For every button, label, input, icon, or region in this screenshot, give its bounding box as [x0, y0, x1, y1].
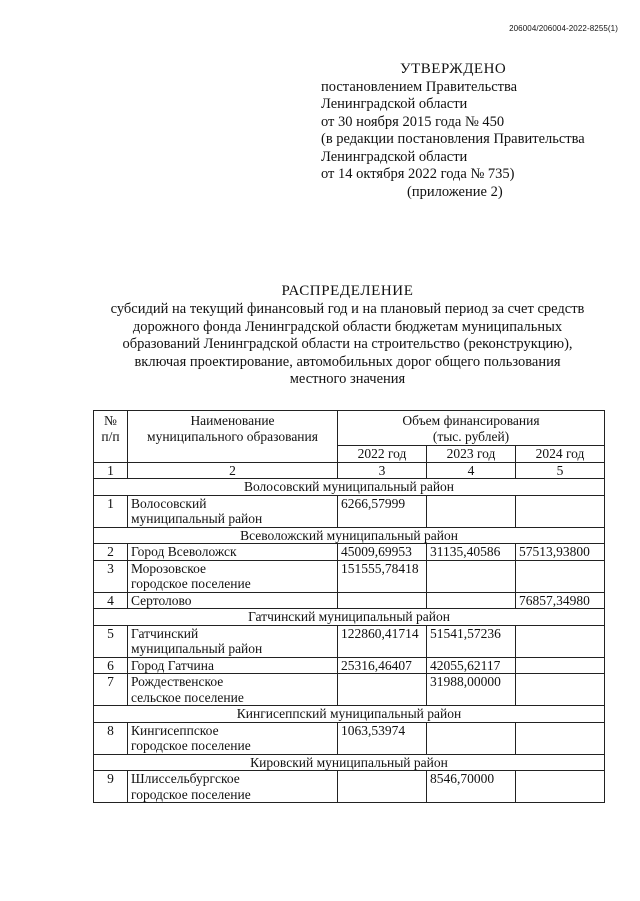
municipality-name-line2: городское поселение: [131, 738, 251, 753]
municipality-name-line2: городское поселение: [131, 576, 251, 591]
table-row: [94, 657, 605, 674]
value-2023: 42055,62117: [427, 657, 516, 674]
district-name: Всеволожский муниципальный район: [94, 527, 605, 544]
value-2023: [427, 592, 516, 609]
approval-line: постановлением Правительства: [321, 78, 518, 95]
district-row: [94, 527, 605, 544]
municipality-name: Город Всеволожск: [128, 544, 338, 561]
value-2022: [338, 674, 427, 706]
header-number-sublabel: п/п: [101, 429, 120, 444]
header-number-cell: [94, 411, 128, 463]
approval-line: от 30 ноября 2015 года № 450: [321, 113, 505, 130]
municipality-name-line1: Гатчинский: [131, 625, 199, 641]
header-funding-unit: (тыс. рублей): [432, 429, 510, 444]
heading-line: местного значения: [289, 371, 406, 388]
header-funding-label: Объем финансирования: [402, 413, 540, 428]
district-row: [94, 479, 605, 496]
appendix-note: (приложение 2): [407, 183, 503, 200]
table-header-row: [94, 411, 605, 446]
value-2024: [516, 560, 605, 592]
header-name-label: Наименование: [190, 413, 275, 428]
approval-line: от 14 октября 2022 года № 735): [321, 166, 515, 182]
table-row: [94, 771, 605, 803]
municipality-name: [128, 625, 338, 657]
value-2023: [427, 722, 516, 754]
value-2023: 8546,70000: [427, 771, 516, 803]
municipality-name-line2: сельское поселение: [131, 689, 244, 705]
municipality-name-line2: муниципальный район: [131, 511, 263, 526]
value-2024: [516, 771, 605, 803]
municipality-name-line2: городское поселение: [131, 786, 251, 802]
row-number: 8: [94, 722, 128, 754]
value-2022: 45009,69953: [338, 544, 427, 561]
value-2023: 51541,57236: [427, 625, 516, 657]
value-2024: [516, 657, 605, 674]
value-2023: [427, 560, 516, 592]
municipality-name-line1: Морозовское: [131, 560, 206, 576]
header-funding-cell: [338, 411, 605, 446]
table-row: [94, 560, 605, 592]
district-name: Кировский муниципальный район: [94, 754, 605, 771]
row-number: 1: [94, 495, 128, 527]
approval-line: Ленинградской области: [321, 148, 468, 165]
heading-line: включая проектирование, автомобильных дорог общего пользования: [134, 353, 561, 370]
header-year-2024: 2024 год: [516, 446, 605, 463]
table-row: [94, 722, 605, 754]
approval-line: Ленинградской области: [321, 96, 468, 112]
column-index: 1: [94, 462, 128, 479]
value-2024: 76857,34980: [516, 592, 605, 609]
value-2022: 1063,53974: [338, 722, 427, 754]
row-number: 2: [94, 544, 128, 561]
value-2022: [338, 771, 427, 803]
municipality-name: [128, 560, 338, 592]
approval-title: УТВЕРЖДЕНО: [400, 61, 507, 77]
header-number-label: №: [104, 413, 117, 428]
value-2024: [516, 495, 605, 527]
row-number: 6: [94, 657, 128, 674]
heading-line: образований Ленинградской области на строительство (реконструкцию),: [122, 336, 573, 353]
document-code: 206004/206004-2022-8255(1): [509, 24, 618, 33]
district-name: Гатчинский муниципальный район: [94, 609, 605, 626]
district-row: [94, 609, 605, 626]
approval-block: [321, 61, 621, 201]
approval-line: (в редакции постановления Правительства: [321, 131, 585, 147]
column-index-row: [94, 462, 605, 479]
header-name-sublabel: муниципального образования: [147, 429, 318, 444]
municipality-name: Сертолово: [128, 592, 338, 609]
municipality-name-line1: Шлиссельбургское: [131, 771, 240, 786]
value-2023: 31135,40586: [427, 544, 516, 561]
municipality-name-line1: Кингисеппское: [131, 722, 219, 738]
district-name: Кингисеппский муниципальный район: [94, 706, 605, 723]
heading-title: РАСПРЕДЕЛЕНИЕ: [281, 283, 414, 299]
column-index: 2: [128, 462, 338, 479]
column-index: 4: [427, 462, 516, 479]
row-number: 7: [94, 674, 128, 706]
row-number: 4: [94, 592, 128, 609]
distribution-table: [93, 410, 605, 803]
municipality-name: [128, 722, 338, 754]
row-number: 9: [94, 771, 128, 803]
district-row: [94, 706, 605, 723]
value-2022: 122860,41714: [338, 625, 427, 657]
municipality-name: [128, 771, 338, 803]
column-index: 5: [516, 462, 605, 479]
municipality-name-line2: муниципальный район: [131, 641, 263, 656]
table-row: [94, 495, 605, 527]
value-2024: [516, 722, 605, 754]
table-row: [94, 674, 605, 706]
value-2023: 31988,00000: [427, 674, 516, 706]
municipality-name: Город Гатчина: [128, 657, 338, 674]
value-2024: 57513,93800: [516, 544, 605, 561]
table-row: [94, 625, 605, 657]
table-row: [94, 592, 605, 609]
table-row: [94, 544, 605, 561]
value-2022: 6266,57999: [338, 495, 427, 527]
municipality-name: [128, 495, 338, 527]
value-2022: 25316,46407: [338, 657, 427, 674]
district-row: [94, 754, 605, 771]
municipality-name: [128, 674, 338, 706]
heading-line: субсидий на текущий финансовый год и на плановый период за счет средств: [110, 301, 585, 318]
row-number: 3: [94, 560, 128, 592]
header-name-cell: [128, 411, 338, 463]
header-year-2023: 2023 год: [427, 446, 516, 463]
heading-line: дорожного фонда Ленинградской области бюджетам муниципальных: [132, 318, 563, 335]
district-name: Волосовский муниципальный район: [94, 479, 605, 496]
value-2024: [516, 674, 605, 706]
row-number: 5: [94, 625, 128, 657]
municipality-name-line1: Рождественское: [131, 674, 224, 689]
document-heading: [60, 283, 635, 388]
value-2023: [427, 495, 516, 527]
value-2022: 151555,78418: [338, 560, 427, 592]
value-2022: [338, 592, 427, 609]
municipality-name-line1: Волосовский: [131, 495, 207, 511]
value-2024: [516, 625, 605, 657]
column-index: 3: [338, 462, 427, 479]
header-year-2022: 2022 год: [338, 446, 427, 463]
